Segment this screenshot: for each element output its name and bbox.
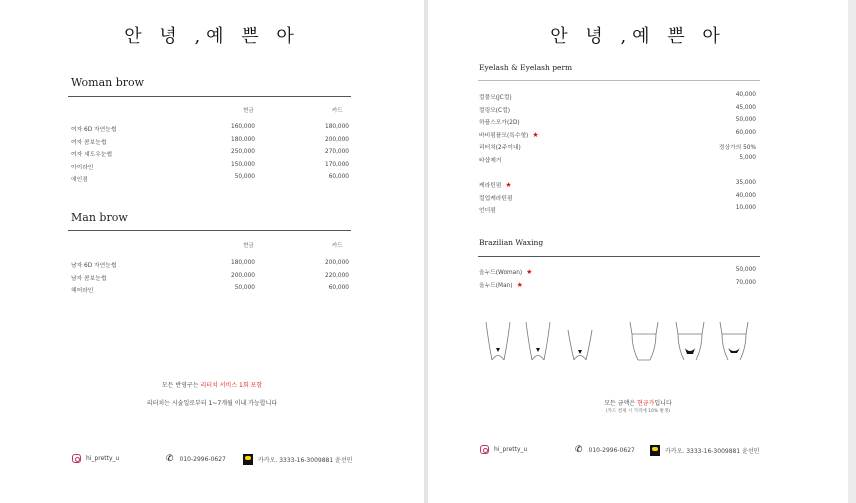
phone-number: 010-2996-0627 xyxy=(588,446,635,454)
price-row xyxy=(479,155,756,167)
service-name: 타샵제거 xyxy=(479,157,502,164)
cash-price: 180,000 xyxy=(231,136,255,143)
service-name: 올누드(Man) xyxy=(479,283,513,289)
cash-price: 150,000 xyxy=(231,161,255,168)
service-price: 50,000 xyxy=(735,267,756,273)
bank-account: 카카오. 3333-16-3009881 윤선민 xyxy=(665,448,760,455)
instagram-icon xyxy=(72,454,81,463)
service-name: 올누드(Woman) xyxy=(479,270,523,276)
price-row xyxy=(71,124,349,136)
waxing-rule xyxy=(478,256,760,257)
service-name: 컬업케라틴펌 xyxy=(479,195,513,202)
price-row xyxy=(71,273,349,285)
bank-account: 카카오. 3333-16-3009881 윤선민 xyxy=(258,457,353,464)
price-row xyxy=(479,142,756,154)
woman-col-card: 카드 xyxy=(332,108,343,114)
bank-contact xyxy=(243,454,352,465)
star-icon: ★ xyxy=(532,130,539,139)
cash-notice-suffix: 입니다 xyxy=(654,400,672,407)
star-icon: ★ xyxy=(505,181,512,189)
service-price: 70,000 xyxy=(735,280,756,286)
right-title: 안 녕 ,예 쁜 아 xyxy=(550,26,726,47)
service-name: 남자 6D 자연눈썹 xyxy=(71,263,117,269)
right-price-sheet xyxy=(428,0,848,503)
service-name: 리터치(2주이내) xyxy=(479,145,521,151)
phone-icon: ✆ xyxy=(166,454,174,464)
cash-notice-text: 모든 금액은 xyxy=(604,400,637,407)
card-price: 170,000 xyxy=(325,161,349,168)
price-row xyxy=(479,92,756,104)
card-price: 60,000 xyxy=(328,285,349,291)
instagram-handle: hi_pretty_u xyxy=(86,455,120,462)
cash-price-notice xyxy=(428,398,848,407)
price-row xyxy=(479,180,756,192)
service-price: 40,000 xyxy=(735,92,756,98)
waxing-title: Brazilian Waxing xyxy=(479,238,544,247)
card-price: 200,000 xyxy=(325,260,349,266)
woman-brow-title: Woman brow xyxy=(71,76,145,89)
left-price-sheet xyxy=(0,0,424,503)
service-name: 여자 콤보눈썹 xyxy=(71,139,107,146)
cash-price: 250,000 xyxy=(231,149,255,155)
retouch-notice xyxy=(0,380,424,389)
price-row xyxy=(479,105,756,117)
price-row xyxy=(479,280,756,292)
service-price: 45,000 xyxy=(735,104,756,111)
kakao-icon xyxy=(243,454,253,465)
waxing-illustration xyxy=(480,318,770,366)
service-price: 정상가의 50% xyxy=(718,145,756,151)
service-name: 하플스모가(2D) xyxy=(479,120,520,126)
woman-brow-rule xyxy=(68,96,351,97)
price-row xyxy=(71,149,349,161)
price-row xyxy=(71,162,349,174)
cash-price: 160,000 xyxy=(231,124,255,130)
phone-number: 010-2996-0627 xyxy=(179,455,226,463)
cash-notice-highlight: 현금가 xyxy=(637,400,655,407)
price-row xyxy=(479,130,756,142)
left-title: 안 녕 ,예 쁜 아 xyxy=(124,26,300,47)
service-name: 여자 6D 자연눈썹 xyxy=(71,127,117,133)
instagram-contact-right[interactable] xyxy=(480,445,527,454)
retouch-period-notice: 리터치는 시술일로부터 1~7개월 이내 가능합니다 xyxy=(146,400,278,407)
price-row xyxy=(479,205,756,217)
price-row xyxy=(71,174,349,186)
man-col-card: 카드 xyxy=(332,243,343,249)
service-name: 컬링모(C컬) xyxy=(479,107,510,114)
cash-price: 50,000 xyxy=(234,285,255,291)
price-row xyxy=(71,260,349,272)
service-name: 아이라인 xyxy=(71,164,94,171)
service-price: 60,000 xyxy=(735,129,756,136)
card-price: 60,000 xyxy=(328,174,349,180)
man-brow-title: Man brow xyxy=(71,211,128,224)
bank-contact-right xyxy=(650,445,759,456)
service-name: 애인점 xyxy=(71,177,88,183)
cash-price: 50,000 xyxy=(234,174,255,180)
price-row xyxy=(479,267,756,279)
price-row xyxy=(71,137,349,149)
woman-col-cash: 현금 xyxy=(243,108,254,114)
phone-contact-right[interactable] xyxy=(575,445,635,455)
phone-icon: ✆ xyxy=(575,445,583,455)
service-price: 5,000 xyxy=(739,154,756,161)
eyelash-rule xyxy=(478,80,760,81)
kakao-icon xyxy=(650,445,660,456)
cash-price: 180,000 xyxy=(231,260,255,266)
man-col-cash: 현금 xyxy=(243,243,254,249)
card-price: 220,000 xyxy=(325,272,349,279)
star-icon: ★ xyxy=(516,281,523,289)
service-name: 언더펌 xyxy=(479,208,496,214)
service-name: 바비펌플모(특수형) xyxy=(479,132,529,139)
retouch-notice-text: 모든 반영구는 xyxy=(161,382,201,389)
eyelash-title: Eyelash & Eyelash perm xyxy=(479,63,573,72)
service-price: 35,000 xyxy=(735,180,756,186)
service-price: 40,000 xyxy=(735,192,756,199)
phone-contact[interactable] xyxy=(166,454,226,464)
instagram-contact[interactable] xyxy=(72,454,119,463)
service-name: 컬풀모(JC컬) xyxy=(479,95,512,101)
card-price: 200,000 xyxy=(325,136,349,143)
price-row xyxy=(479,117,756,129)
cash-price: 200,000 xyxy=(231,272,255,279)
price-row xyxy=(479,193,756,205)
card-fee-note: (카드 결제 시 가격에 10% 발생) xyxy=(605,409,671,414)
retouch-notice-highlight: 리터치 서비스 1회 포함 xyxy=(200,382,263,389)
instagram-icon xyxy=(480,445,489,454)
service-price: 10,000 xyxy=(735,205,756,211)
card-price: 180,000 xyxy=(325,124,349,130)
star-icon: ★ xyxy=(526,268,533,276)
man-brow-rule xyxy=(68,230,351,231)
service-name: 케라틴펌 xyxy=(479,183,502,189)
card-price: 270,000 xyxy=(325,149,349,155)
price-row xyxy=(71,285,349,297)
service-price: 50,000 xyxy=(735,117,756,123)
service-name: 헤어라인 xyxy=(71,288,94,294)
service-name: 여자 섀도우눈썹 xyxy=(71,152,113,158)
instagram-handle: hi_pretty_u xyxy=(494,446,528,453)
service-name: 남자 콤보눈썹 xyxy=(71,275,107,282)
